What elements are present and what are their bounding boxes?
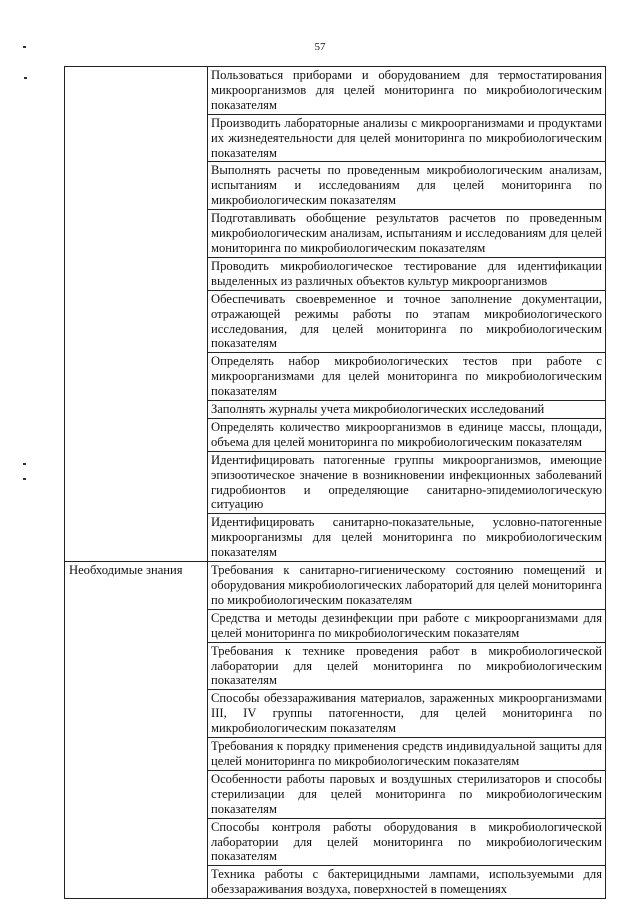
table-cell: Способы обеззараживания материалов, зараженных микроорганизмами III, IV группы патогенности, для целей мониторинга по микробиологическим показателям	[208, 690, 606, 738]
table-row	[65, 562, 606, 610]
margin-mark	[24, 77, 27, 79]
knowledge-label: Необходимые знания	[65, 562, 208, 899]
table-cell: Особенности работы паровых и воздушных стерилизаторов и способы стерилизации для целей мониторинга по микробиологическим показателям	[208, 770, 606, 818]
margin-mark	[23, 463, 26, 465]
table-cell: Способы контроля работы оборудования в микробиологической лаборатории для целей мониторинга по микробиологическим показателям	[208, 818, 606, 866]
table-cell: Средства и методы дезинфекции при работе с микроорганизмами для целей мониторинга по микробиологическим показателям	[208, 609, 606, 642]
table-cell: Пользоваться приборами и оборудованием для термостатирования микроорганизмов для целей мониторинга по микробиологическим показателям	[208, 67, 606, 115]
table-cell: Техника работы с бактерицидными лампами, используемыми для обеззараживания воздуха, поверхностей в помещениях	[208, 866, 606, 899]
table-cell: Требования к технике проведения работ в микробиологической лаборатории для целей мониторинга по микробиологическим показателям	[208, 642, 606, 690]
page-number: 57	[314, 41, 326, 53]
table-cell: Требования к санитарно-гигиеническому состоянию помещений и оборудования микробиологических лабораторий для целей мониторинга по микробиологическим показателям	[208, 562, 606, 610]
margin-mark	[23, 46, 26, 48]
skills-label-cell	[65, 67, 208, 562]
table-cell: Требования к порядку применения средств индивидуальной защиты для целей мониторинга по микробиологическим показателям	[208, 738, 606, 771]
table-cell: Обеспечивать своевременное и точное заполнение документации, отражающей режимы работы по этапам микробиологического исследования, для целей мониторинга по микробиологическим показателям	[208, 290, 606, 353]
competency-table	[64, 66, 606, 899]
table-row	[65, 67, 606, 115]
margin-mark	[23, 478, 26, 480]
table-cell: Определять количество микроорганизмов в единице массы, площади, объема для целей мониторинга по микробиологическим показателям	[208, 418, 606, 451]
table-cell: Идентифицировать санитарно-показательные, условно-патогенные микроорганизмы для целей мониторинга по микробиологическим показателям	[208, 514, 606, 562]
table-cell: Идентифицировать патогенные группы микроорганизмов, имеющие эпизоотическое значение в возникновении инфекционных заболеваний гидробионтов и определяющие санитарно-эпидемиологическую ситуацию	[208, 451, 606, 514]
table-cell: Проводить микробиологическое тестирование для идентификации выделенных из различных объектов культур микроорганизмов	[208, 257, 606, 290]
table-cell: Заполнять журналы учета микробиологических исследований	[208, 401, 606, 419]
table-cell: Производить лабораторные анализы с микроорганизмами и продуктами их жизнедеятельности для целей мониторинга по микробиологическим показателям	[208, 114, 606, 162]
table-cell: Выполнять расчеты по проведенным микробиологическим анализам, испытаниям и исследованиям для целей мониторинга по микробиологическим показателям	[208, 162, 606, 210]
table-cell: Определять набор микробиологических тестов при работе с микроорганизмами для целей мониторинга по микробиологическим показателям	[208, 353, 606, 401]
table-cell: Подготавливать обобщение результатов расчетов по проведенным микробиологическим анализам, испытаниям и исследованиям для целей мониторинга по микробиологическим показателям	[208, 210, 606, 258]
